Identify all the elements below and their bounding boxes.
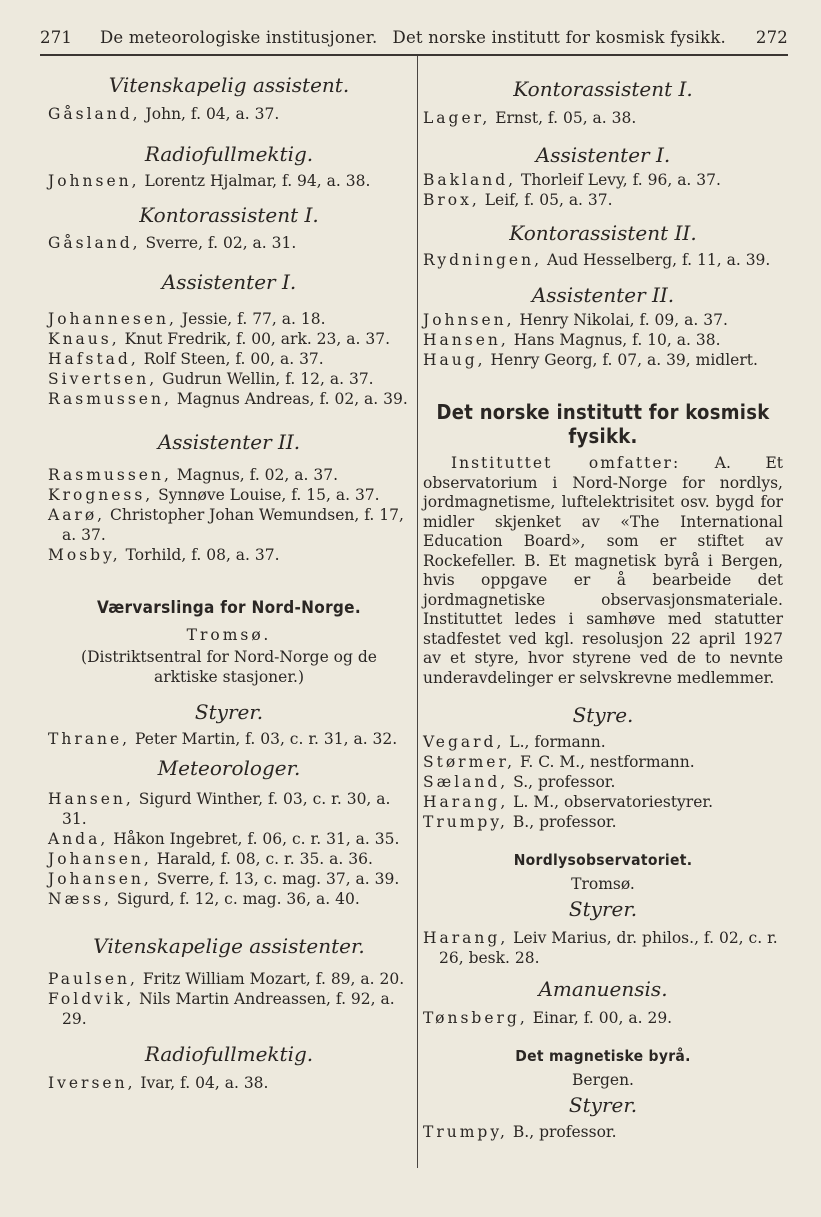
entry: Aarø, Christopher Johan Wemundsen, f. 17, a. 37. [48, 506, 404, 544]
list-styre [423, 732, 783, 832]
city-bergen: Bergen. [572, 1071, 634, 1089]
entry: Johnsen, Lorentz Hjalmar, f. 94, a. 38. [48, 172, 371, 190]
entry: Paulsen, Fritz William Mozart, f. 89, a. 20. [48, 970, 405, 988]
entry: Foldvik, Nils Martin Andreassen, f. 92, a. 29. [48, 990, 395, 1028]
heading-kontorassistent-i: Kontorassistent I. [513, 77, 693, 101]
entry: Trumpy, B., professor. [423, 1123, 617, 1141]
entry: Størmer, F. C. M., nestformann. [423, 753, 695, 771]
entry: Vegard, L., formann. [423, 733, 606, 751]
entry: Haug, Henry Georg, f. 07, a. 39, midlert. [423, 351, 758, 369]
entry: Tønsberg, Einar, f. 00, a. 29. [423, 1009, 673, 1027]
list-assistenter-i [423, 170, 783, 210]
running-title-right: Det norske institutt for kosmisk fysikk. [392, 28, 726, 47]
heading-styre: Styre. [572, 703, 634, 727]
list-assistenter-i [48, 309, 410, 409]
entry: Harang, L. M., observatoriestyrer. [423, 793, 714, 811]
entry: Knaus, Knut Fredrik, f. 00, ark. 23, a. 37. [48, 330, 391, 348]
entry: Sæland, S., professor. [423, 773, 616, 791]
entry: Harang, Leiv Marius, dr. philos., f. 02, c. r. 26, besk. 28. [423, 929, 778, 967]
entry: Johansen, Sverre, f. 13, c. mag. 37, a. 39. [48, 870, 400, 888]
page-header [40, 28, 788, 54]
subsection-nordlysobservatoriet: Nordlysobservatoriet. [513, 851, 693, 869]
institute-description: Instituttet omfatter: A. Et observatorium i Nord-Norge for nordlys, jordmagnetisme, luftelektrisitet osv. bygd for midler skjenket av «The International Education Board», som er stiftet av Rockefeller. B. Et magnetisk byrå i Bergen, hvis oppgave er å bearbeide det jordmagnetiske observasjonsmateriale. Instituttet ledes i samhøve med statutter stadfestet ved kgl. resolusjon 22 april 1927 av et styre, hvor styrene ved de to nevnte underavdelinger er selvskrevne medlemmer. [423, 454, 783, 687]
heading-assistenter-ii: Assistenter II. [531, 283, 675, 307]
header-rule [40, 54, 788, 56]
entry: Johnsen, Henry Nikolai, f. 09, a. 37. [423, 311, 728, 329]
heading-assistenter-i: Assistenter I. [535, 143, 671, 167]
heading-kontorassistent-i: Kontorassistent I. [139, 203, 319, 227]
city-tromso: Tromsø. [186, 626, 272, 644]
heading-amanuensis: Amanuensis. [538, 977, 668, 1001]
heading-meteorologer: Meteorologer. [157, 756, 301, 780]
section-title-kosmisk-fysikk: Det norske institutt for kosmisk fysikk. [436, 400, 770, 448]
heading-styrer: Styrer. [194, 700, 264, 724]
entry: Hafstad, Rolf Steen, f. 00, a. 37. [48, 350, 324, 368]
entry: Hansen, Hans Magnus, f. 10, a. 38. [423, 331, 721, 349]
entry: Anda, Håkon Ingebret, f. 06, c. r. 31, a. 35. [48, 830, 400, 848]
heading-vitenskapelige-assistenter: Vitenskapelige assistenter. [93, 934, 365, 958]
entry: Trumpy, B., professor. [423, 813, 617, 831]
page-number-right: 272 [755, 28, 788, 47]
heading-assistenter-i: Assistenter I. [161, 270, 297, 294]
heading-styrer: Styrer. [568, 897, 638, 921]
heading-vitenskapelig-assistent: Vitenskapelig assistent. [108, 73, 350, 97]
city-tromso: Tromsø. [571, 875, 635, 893]
entry: Hansen, Sigurd Winther, f. 03, c. r. 30, a. 31. [48, 790, 391, 828]
page-number-left: 271 [40, 28, 73, 47]
list-assistenter-ii [423, 310, 783, 370]
heading-kontorassistent-ii: Kontorassistent II. [509, 221, 697, 245]
right-column [423, 64, 783, 1142]
entry: Rasmussen, Magnus Andreas, f. 02, a. 39. [48, 390, 408, 408]
list-meteorologer [48, 789, 410, 909]
entry: Thrane, Peter Martin, f. 03, c. r. 31, a. 32. [48, 730, 398, 748]
subsection-magnetiske-byra: Det magnetiske byrå. [515, 1047, 691, 1065]
list-assistenter-ii [48, 465, 410, 565]
entry: Krogness, Synnøve Louise, f. 15, a. 37. [48, 486, 380, 504]
entry: Iversen, Ivar, f. 04, a. 38. [48, 1074, 269, 1092]
heading-assistenter-ii: Assistenter II. [157, 430, 301, 454]
entry: Rydningen, Aud Hesselberg, f. 11, a. 39. [423, 251, 771, 269]
entry: Lager, Ernst, f. 05, a. 38. [423, 109, 637, 127]
list-vitenskapelige-assistenter [48, 969, 410, 1029]
running-title-left: De meteorologiske institusjoner. [100, 28, 378, 47]
entry: Gåsland, John, f. 04, a. 37. [48, 105, 280, 123]
section-note: (Distriktsentral for Nord-Norge og de arktiske stasjoner.) [81, 648, 377, 686]
heading-styrer-2: Styrer. [568, 1093, 638, 1117]
entry: Gåsland, Sverre, f. 02, a. 31. [48, 234, 297, 252]
section-title-vaervarslinga: Værvarslinga for Nord-Norge. [97, 598, 361, 618]
column-divider [417, 56, 418, 1168]
entry: Rasmussen, Magnus, f. 02, a. 37. [48, 466, 339, 484]
entry: Bakland, Thorleif Levy, f. 96, a. 37. [423, 171, 721, 189]
heading-radiofullmektig: Radiofullmektig. [144, 142, 314, 166]
entry: Næss, Sigurd, f. 12, c. mag. 36, a. 40. [48, 890, 360, 908]
entry: Sivertsen, Gudrun Wellin, f. 12, a. 37. [48, 370, 374, 388]
heading-radiofullmektig-2: Radiofullmektig. [144, 1042, 314, 1066]
entry: Brox, Leif, f. 05, a. 37. [423, 191, 613, 209]
entry: Johansen, Harald, f. 08, c. r. 35. a. 36. [48, 850, 373, 868]
entry: Johannesen, Jessie, f. 77, a. 18. [48, 310, 326, 328]
left-column [48, 64, 410, 1093]
entry: Mosby, Torhild, f. 08, a. 37. [48, 546, 280, 564]
